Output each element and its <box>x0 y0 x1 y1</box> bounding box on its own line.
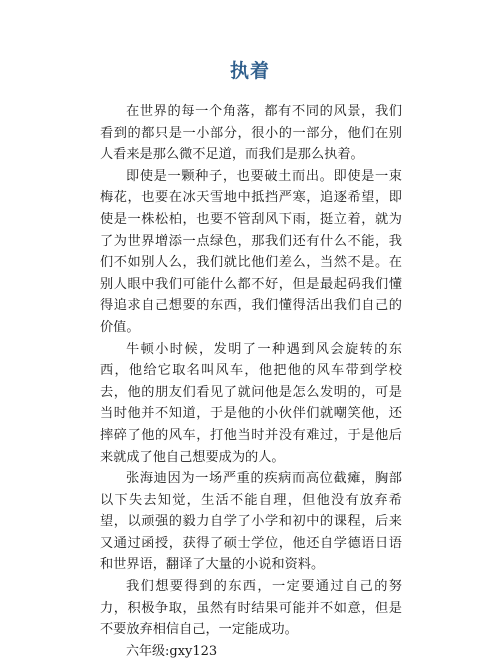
document-title: 执着 <box>229 60 270 82</box>
paragraph-2: 即使是一颗种子，也要破土而出。即使是一束梅花，也要在冰天雪地中抵挡严寒，追逐希望，即使是一株松柏，也要不管刮风下雨，挺立着，就为了为世界增添一点绿色，那我们还有什么不能，我们不如别人么，我们就比他们差么，当然不是。在别人眼中我们可能什么都不好，但是最起码我们懂得追求自己想要的东西，我们懂得活出我们自己的价值。 <box>100 168 402 335</box>
paragraph-5: 我们想要得到的东西，一定要通过自己的努力，积极争取，虽然有时结果可能并不如意，但是不要放弃相信自己，一定能成功。 <box>100 579 402 638</box>
author-signature: 六年级:gxy123 <box>126 643 218 659</box>
paragraph-3: 牛顿小时候，发明了一种遇到风会旋转的东西，他给它取名叫风车，他把他的风车带到学校去，他的朋友们看见了就问他是怎么发明的，可是当时他并不知道，于是他的小伙伴们就嘲笑他，还摔碎了他的风车，打他当时并没有难过，于是他后来就成了他自己想要成为的人。 <box>100 341 402 465</box>
paragraph-4: 张海迪因为一场严重的疾病而高位截瘫，胸部以下失去知觉，生活不能自理，但他没有放弃希望，以顽强的毅力自学了小学和初中的课程，后来又通过函授，获得了硕士学位，他还自学德语日语和世界语，翻译了大量的小说和资料。 <box>100 471 402 573</box>
document-body <box>100 101 402 662</box>
paragraph-1: 在世界的每一个角落，都有不同的风景，我们看到的都只是一小部分，很小的一部分，他们在别人看来是那么微不足道，而我们是那么执着。 <box>100 104 402 163</box>
